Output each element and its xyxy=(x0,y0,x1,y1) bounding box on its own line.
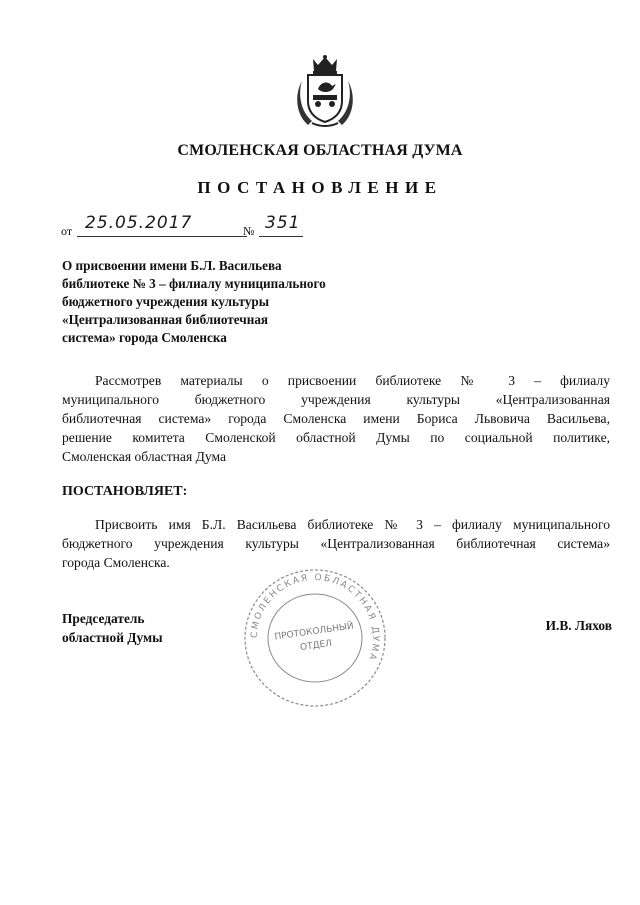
subject-line: «Централизованная библиотечная xyxy=(62,312,269,327)
stamp-center-line2: ОТДЕЛ xyxy=(299,638,333,654)
subject-line: бюджетного учреждения культуры xyxy=(62,294,270,309)
decree-heading: ПОСТАНОВЛЯЕТ: xyxy=(62,484,188,499)
decree-line: города Смоленска. xyxy=(62,555,170,570)
smolensk-coat-of-arms-icon xyxy=(296,55,354,129)
handwritten-number: 351 xyxy=(265,213,301,233)
preamble-line: Смоленская областная Дума xyxy=(62,449,227,464)
subject-line: библиотеке № 3 – филиалу муниципального xyxy=(62,276,326,291)
signatory-name: И.В. Ляхов xyxy=(545,618,612,633)
date-underline xyxy=(77,236,247,237)
document-type: ПОСТАНОВЛЕНИЕ xyxy=(197,178,443,197)
number-underline xyxy=(259,236,303,237)
number-label: № xyxy=(243,224,255,238)
stamp-center-line1: ПРОТОКОЛЬНЫЙ xyxy=(273,621,355,643)
preamble-line: Рассмотрев материалы о присвоении библиотеке № 3 – филиалу xyxy=(95,373,610,388)
organization-name: СМОЛЕНСКАЯ ОБЛАСТНАЯ ДУМА xyxy=(177,142,463,159)
preamble-line: решение комитета Смоленской областной Думы по социальной политике, xyxy=(62,430,610,445)
preamble-line: муниципального бюджетного учреждения культуры «Централизованная xyxy=(62,392,610,407)
signatory-title-line: областной Думы xyxy=(62,630,163,645)
signatory-title xyxy=(62,609,163,647)
decree-line: бюджетного учреждения культуры «Централизованная библиотечная система» xyxy=(62,536,610,551)
official-stamp xyxy=(240,566,390,711)
decree-line: Присвоить имя Б.Л. Васильева библиотеке № 3 – филиалу муниципального xyxy=(95,517,610,532)
subject-line: система» города Смоленска xyxy=(62,330,227,345)
handwritten-date: 25.05.2017 xyxy=(85,213,193,233)
preamble-line: библиотечная система» города Смоленска имени Бориса Львовича Васильева, xyxy=(62,411,610,426)
from-label: от xyxy=(61,224,73,238)
subject-line: О присвоении имени Б.Л. Васильева xyxy=(62,258,282,273)
signatory-title-line: Председатель xyxy=(62,611,145,626)
stamp-ring-text: СМОЛЕНСКАЯ ОБЛАСТНАЯ ДУМА xyxy=(249,572,381,663)
document-subject xyxy=(62,257,402,347)
decree-paragraph xyxy=(62,515,610,572)
preamble-paragraph xyxy=(62,371,610,466)
stamp-outer-ring xyxy=(245,570,385,706)
